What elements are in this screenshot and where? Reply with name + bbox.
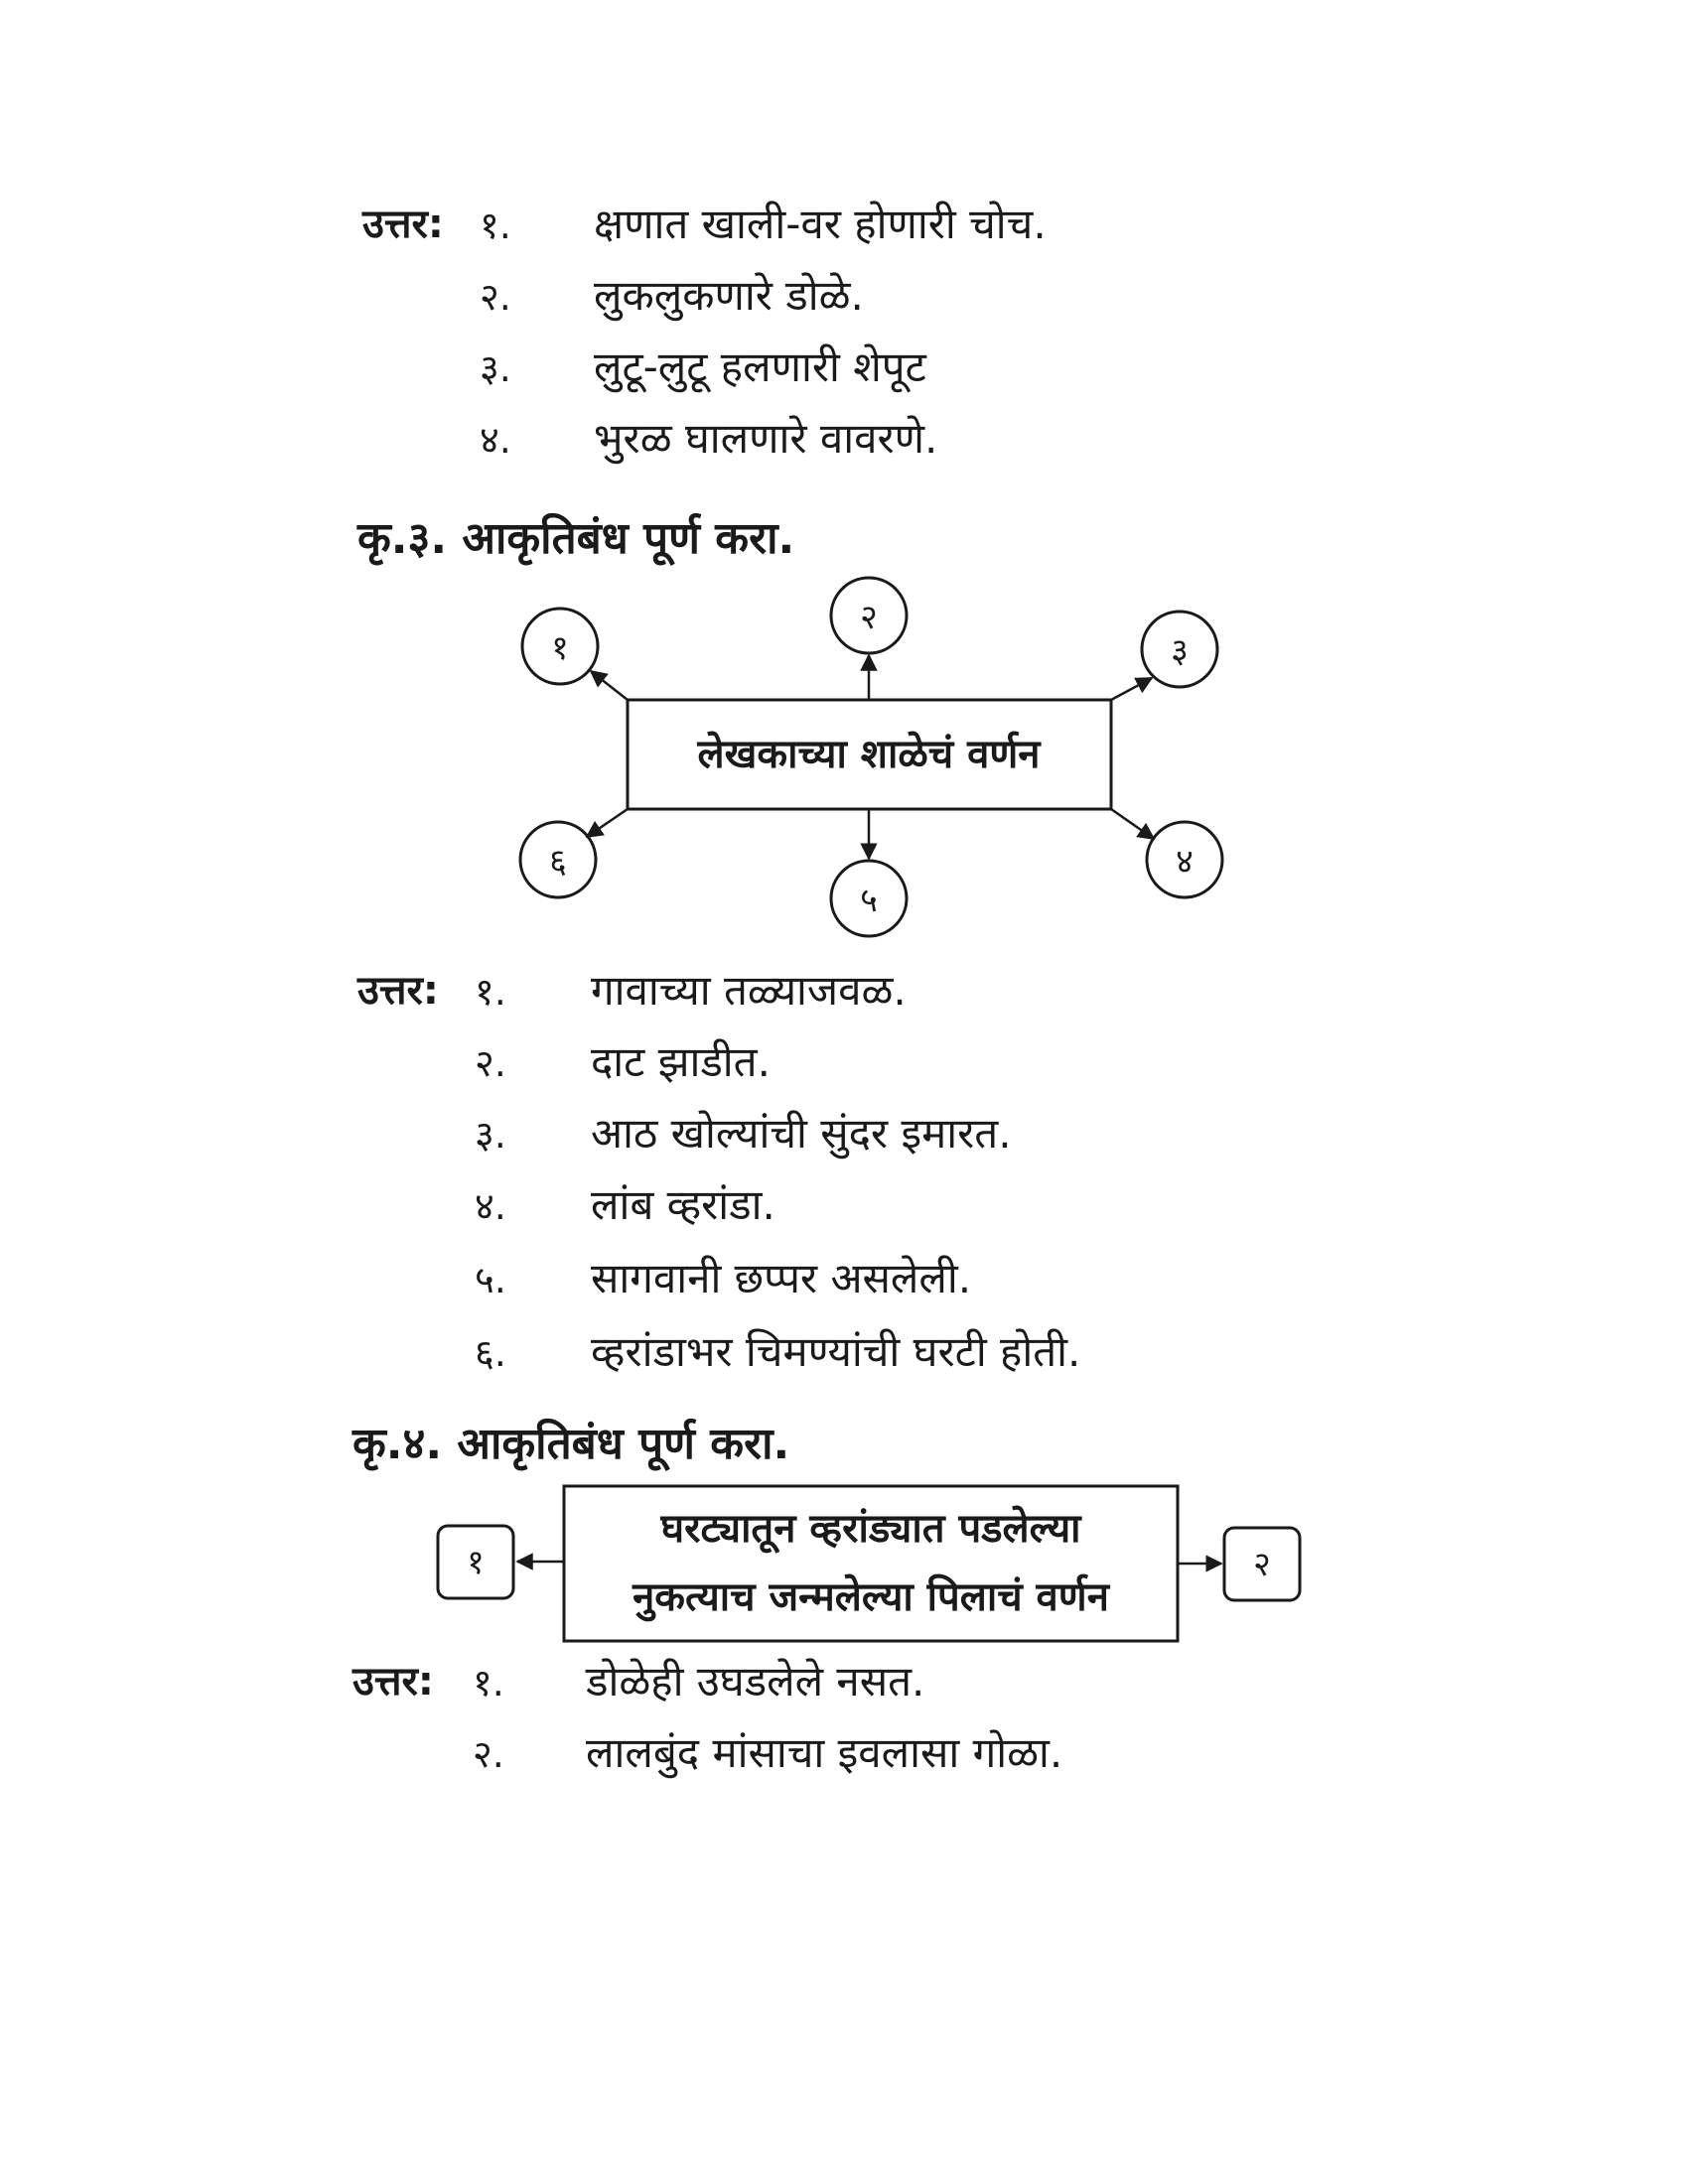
answer-label: उत्तर: — [357, 968, 439, 1014]
section3-heading: कृ.४. आकृतिबंध पूर्ण करा. — [352, 1419, 790, 1469]
list-item-number: ३. — [475, 1113, 506, 1157]
list-item-text: लुटू-लुटू हलणारी शेपूट — [594, 342, 926, 391]
node-5-label: ५ — [860, 881, 878, 920]
node-2-label: २ — [860, 598, 878, 637]
list-item-number: ४. — [475, 1184, 506, 1228]
list-item-number: १. — [480, 204, 511, 247]
list-item-text: लांब व्हरांडा. — [591, 1180, 775, 1229]
list-item-number: ५. — [475, 1258, 506, 1301]
list-item-number: २. — [480, 275, 511, 319]
node-3-label: ३ — [1171, 631, 1189, 671]
center-box-label: लेखकाच्या शाळेचं वर्णन — [697, 732, 1041, 777]
node-1-label: १ — [551, 628, 569, 668]
center-box-line-2: नुकत्याच जन्मलेल्या पिलाचं वर्णन — [633, 1574, 1109, 1620]
center-box-line-1: घरट्यातून व्हरांड्यात पडलेल्या — [660, 1506, 1081, 1552]
section2-heading: कृ.३. आकृतिबंध पूर्ण करा. — [357, 513, 795, 564]
answer-label: उत्तर: — [352, 1659, 434, 1705]
answer-label: उत्तर: — [362, 202, 444, 247]
list-item-number: ३. — [480, 346, 511, 390]
list-item-text: आठ खोल्यांची सुंदर इमारत. — [591, 1109, 1012, 1158]
list-item-text: लुकलुकणारे डोळे. — [594, 271, 864, 320]
list-item-text: गावाच्या तळ्याजवळ. — [591, 966, 907, 1015]
left-node-label: १ — [467, 1543, 485, 1582]
node-6-label: ६ — [549, 842, 567, 882]
list-item-text: सागवानी छप्पर असलेली. — [591, 1254, 972, 1302]
list-item-number: १. — [475, 970, 506, 1014]
list-item-number: २. — [475, 1041, 506, 1085]
list-item-number: २. — [473, 1732, 504, 1776]
list-item-text: भुरळ घालणारे वावरणे. — [594, 414, 938, 463]
list-item-number: ४. — [480, 418, 511, 462]
list-item-text: क्षणात खाली-वर होणारी चोच. — [594, 200, 1047, 248]
list-item-text: व्हरांडाभर चिमण्यांची घरटी होती. — [591, 1327, 1081, 1376]
list-item-text: डोळेही उघडलेले नसत. — [586, 1657, 925, 1706]
list-item-text: लालबुंद मांसाचा इवलासा गोळा. — [586, 1728, 1063, 1777]
right-node-label: २ — [1253, 1545, 1271, 1584]
list-item-number: ६. — [475, 1331, 506, 1375]
list-item-number: १. — [473, 1661, 504, 1705]
list-item-text: दाट झाडीत. — [591, 1037, 771, 1086]
node-4-label: ४ — [1176, 842, 1194, 882]
